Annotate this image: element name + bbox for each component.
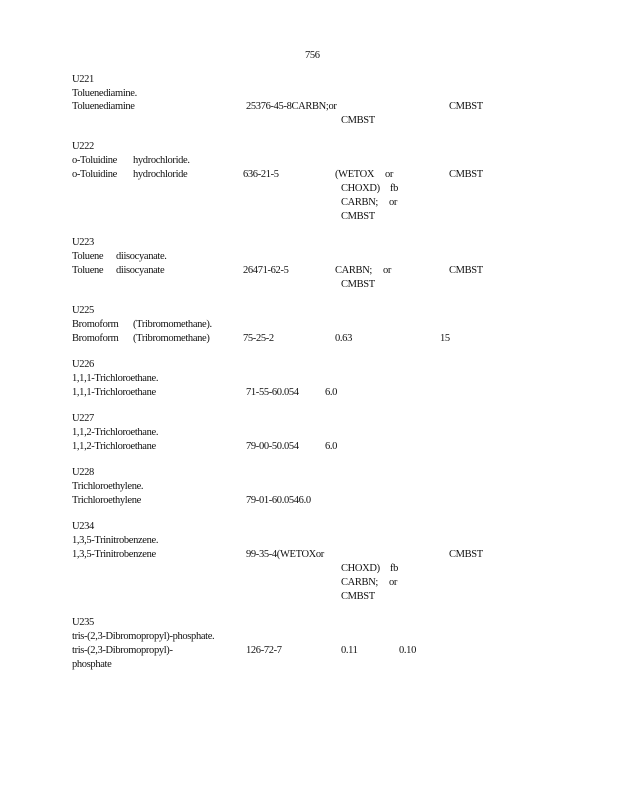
- chemical-name: o-Toluidine: [72, 155, 117, 166]
- technology-code: fb: [390, 563, 399, 574]
- cas-number: 26471-62-5: [243, 265, 289, 276]
- waste-code: U228: [72, 467, 94, 478]
- technology-code: CMBST: [449, 169, 483, 180]
- chemical-name: Toluenediamine.: [72, 88, 137, 99]
- chemical-name-row: Toluenediamine: [72, 101, 135, 112]
- chemical-name-row: phosphate: [72, 659, 112, 670]
- technology-code: or: [389, 577, 398, 588]
- waste-code: U225: [72, 305, 94, 316]
- cas-number: 79-01-60.0546.0: [246, 495, 311, 506]
- chemical-name-row: o-Toluidine: [72, 169, 117, 180]
- chemical-name-row: 1,3,5-Trinitrobenzene: [72, 549, 156, 560]
- waste-code: U227: [72, 413, 94, 424]
- technology-code: CHOXD): [341, 563, 380, 574]
- cas-number: 75-25-2: [243, 333, 274, 344]
- chemical-name-row: Trichloroethylene: [72, 495, 141, 506]
- technology-code: or: [389, 197, 398, 208]
- chemical-name-row: tris-(2,3-Dibromopropyl)-: [72, 645, 173, 656]
- technology-code: or: [383, 265, 392, 276]
- cas-number: 99-35-4(WETOXor: [246, 549, 324, 560]
- waste-code: U235: [72, 617, 94, 628]
- chemical-name: hydrochloride.: [133, 155, 190, 166]
- chemical-name-row: diisocyanate: [116, 265, 165, 276]
- waste-code: U222: [72, 141, 94, 152]
- technology-code: CMBST: [341, 115, 375, 126]
- technology-code: CHOXD): [341, 183, 380, 194]
- technology-code: CMBST: [341, 591, 375, 602]
- technology-code: CMBST: [341, 279, 375, 290]
- nonwastewater-standard: 6.0: [325, 387, 338, 398]
- technology-code: or: [385, 169, 394, 180]
- nonwastewater-standard: 0.10: [399, 645, 416, 656]
- cas-number: 126-72-7: [246, 645, 282, 656]
- technology-code: CARBN;: [341, 197, 378, 208]
- nonwastewater-standard: 6.0: [325, 441, 338, 452]
- chemical-name-row: Bromoform: [72, 333, 119, 344]
- cas-number: 79-00-50.054: [246, 441, 299, 452]
- chemical-name: (Tribromomethane).: [133, 319, 212, 330]
- chemical-name-row: Toluene: [72, 265, 104, 276]
- wastewater-standard: 0.63: [335, 333, 352, 344]
- chemical-name: diisocyanate.: [116, 251, 167, 262]
- nonwastewater-standard: 15: [440, 333, 450, 344]
- chemical-name: tris-(2,3-Dibromopropyl)-phosphate.: [72, 631, 215, 642]
- wastewater-standard: 0.11: [341, 645, 358, 656]
- waste-code: U221: [72, 74, 94, 85]
- technology-code: CMBST: [449, 549, 483, 560]
- chemical-name-row: 1,1,2-Trichloroethane: [72, 441, 156, 452]
- technology-code: CMBST: [341, 211, 375, 222]
- waste-code: U234: [72, 521, 94, 532]
- technology-code: CMBST: [449, 101, 483, 112]
- chemical-name: Bromoform: [72, 319, 119, 330]
- cas-number: 636-21-5: [243, 169, 279, 180]
- chemical-name: Toluene: [72, 251, 104, 262]
- technology-code: (WETOX: [335, 169, 375, 180]
- chemical-name: 1,1,1-Trichloroethane.: [72, 373, 159, 384]
- chemical-name: Trichloroethylene.: [72, 481, 144, 492]
- technology-code: CARBN;: [341, 577, 378, 588]
- chemical-name: 1,3,5-Trinitrobenzene.: [72, 535, 159, 546]
- technology-code: CARBN;: [335, 265, 372, 276]
- technology-code: fb: [390, 183, 399, 194]
- page-number: 756: [305, 50, 320, 61]
- chemical-name: 1,1,2-Trichloroethane.: [72, 427, 159, 438]
- chemical-name-row: hydrochloride: [133, 169, 188, 180]
- chemical-name-row: (Tribromomethane): [133, 333, 210, 344]
- waste-code: U223: [72, 237, 94, 248]
- cas-number: 25376-45-8CARBN;or: [246, 101, 337, 112]
- chemical-name-row: 1,1,1-Trichloroethane: [72, 387, 156, 398]
- technology-code: CMBST: [449, 265, 483, 276]
- waste-code: U226: [72, 359, 94, 370]
- cas-number: 71-55-60.054: [246, 387, 299, 398]
